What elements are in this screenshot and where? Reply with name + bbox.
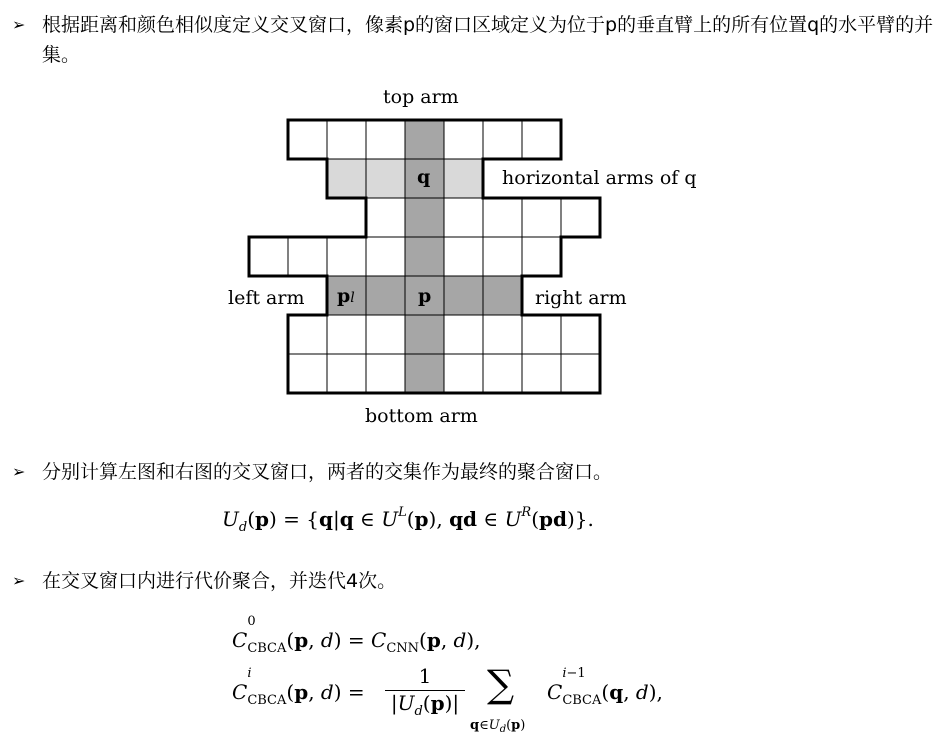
grid-cell <box>483 276 522 315</box>
equation-ci: C i $_{CBCA}$(p, d) = <box>232 666 365 708</box>
grid-cell <box>483 354 522 393</box>
grid-cell <box>405 198 444 237</box>
grid-cells <box>249 120 600 393</box>
grid-cell <box>522 354 561 393</box>
grid-cell <box>327 237 366 276</box>
equation-ud: $U_d(p) = \{q|q$ ∈ $U^L(p)$, qd ∈ $U^R(pd)$}. <box>222 505 594 535</box>
grid-cell <box>327 354 366 393</box>
left-arm-label: left arm <box>228 287 305 309</box>
bullet-3-text: 在交叉窗口内进行代价聚合，并迭代4次。 <box>42 570 397 592</box>
sum-symbol: ∑ <box>487 662 515 706</box>
grid-cell <box>522 237 561 276</box>
cell-p-label: p <box>418 285 432 307</box>
grid-cell <box>444 276 483 315</box>
sum-subscript: $q\in U_d(p)$ <box>470 718 526 735</box>
grid-cell <box>366 120 405 159</box>
grid-cell <box>483 120 522 159</box>
grid-cell <box>444 198 483 237</box>
grid-cell <box>522 198 561 237</box>
grid-cell <box>561 198 600 237</box>
grid-cell <box>405 120 444 159</box>
grid-cell <box>366 237 405 276</box>
bullet-arrow-icon: ➢ <box>12 15 26 34</box>
grid-cell <box>522 120 561 159</box>
bullet-arrow-icon: ➢ <box>12 571 26 590</box>
grid-cell <box>444 120 483 159</box>
grid-cell <box>366 315 405 354</box>
grid-cell <box>444 354 483 393</box>
cell-pl-label: pl <box>337 285 355 307</box>
bullet-arrow-icon: ➢ <box>12 462 26 481</box>
grid-cell <box>483 198 522 237</box>
bullet-1-text: 根据距离和颜色相似度定义交叉窗口，像素p的窗口区域定义为位于p的垂直臂上的所有位置q的水平臂的并集。 <box>42 14 934 66</box>
grid-cell <box>444 159 483 198</box>
grid-cell <box>405 237 444 276</box>
grid-cell <box>405 315 444 354</box>
fraction: $\frac{1}{|U_d(p)|}$ <box>385 664 465 719</box>
grid-cell <box>483 315 522 354</box>
grid-cell <box>366 354 405 393</box>
grid-cell <box>288 120 327 159</box>
grid-cell <box>327 120 366 159</box>
grid-cell <box>327 315 366 354</box>
grid-cell <box>366 198 405 237</box>
right-arm-label: right arm <box>535 287 627 309</box>
grid-cell <box>444 315 483 354</box>
bullet-2-text: 分别计算左图和右图的交叉窗口，两者的交集作为最终的聚合窗口。 <box>42 461 613 483</box>
grid-cell <box>366 159 405 198</box>
grid-cell <box>249 237 288 276</box>
equation-ci-rhs: C i−1 $_{CBCA}$(q, d), <box>547 666 663 708</box>
bottom-arm-label: bottom arm <box>365 405 478 427</box>
grid-cell <box>288 354 327 393</box>
grid-cell <box>327 159 366 198</box>
grid-cell <box>561 354 600 393</box>
grid-cell <box>288 315 327 354</box>
top-arm-label: top arm <box>383 86 459 108</box>
grid-cell <box>288 237 327 276</box>
cell-q-label: q <box>417 166 431 188</box>
horizontal-arms-label: horizontal arms of q <box>502 167 697 189</box>
equation-c0: C 0 $_{CBCA}$(p, $d) = C_{CNN}(p$, d), <box>232 614 481 656</box>
grid-cell <box>561 315 600 354</box>
grid-cell <box>405 354 444 393</box>
grid-cell <box>366 276 405 315</box>
bullet-3 <box>12 568 942 598</box>
grid-cell <box>483 237 522 276</box>
grid-cell <box>444 237 483 276</box>
bullet-2 <box>12 459 942 489</box>
grid-cell <box>522 315 561 354</box>
